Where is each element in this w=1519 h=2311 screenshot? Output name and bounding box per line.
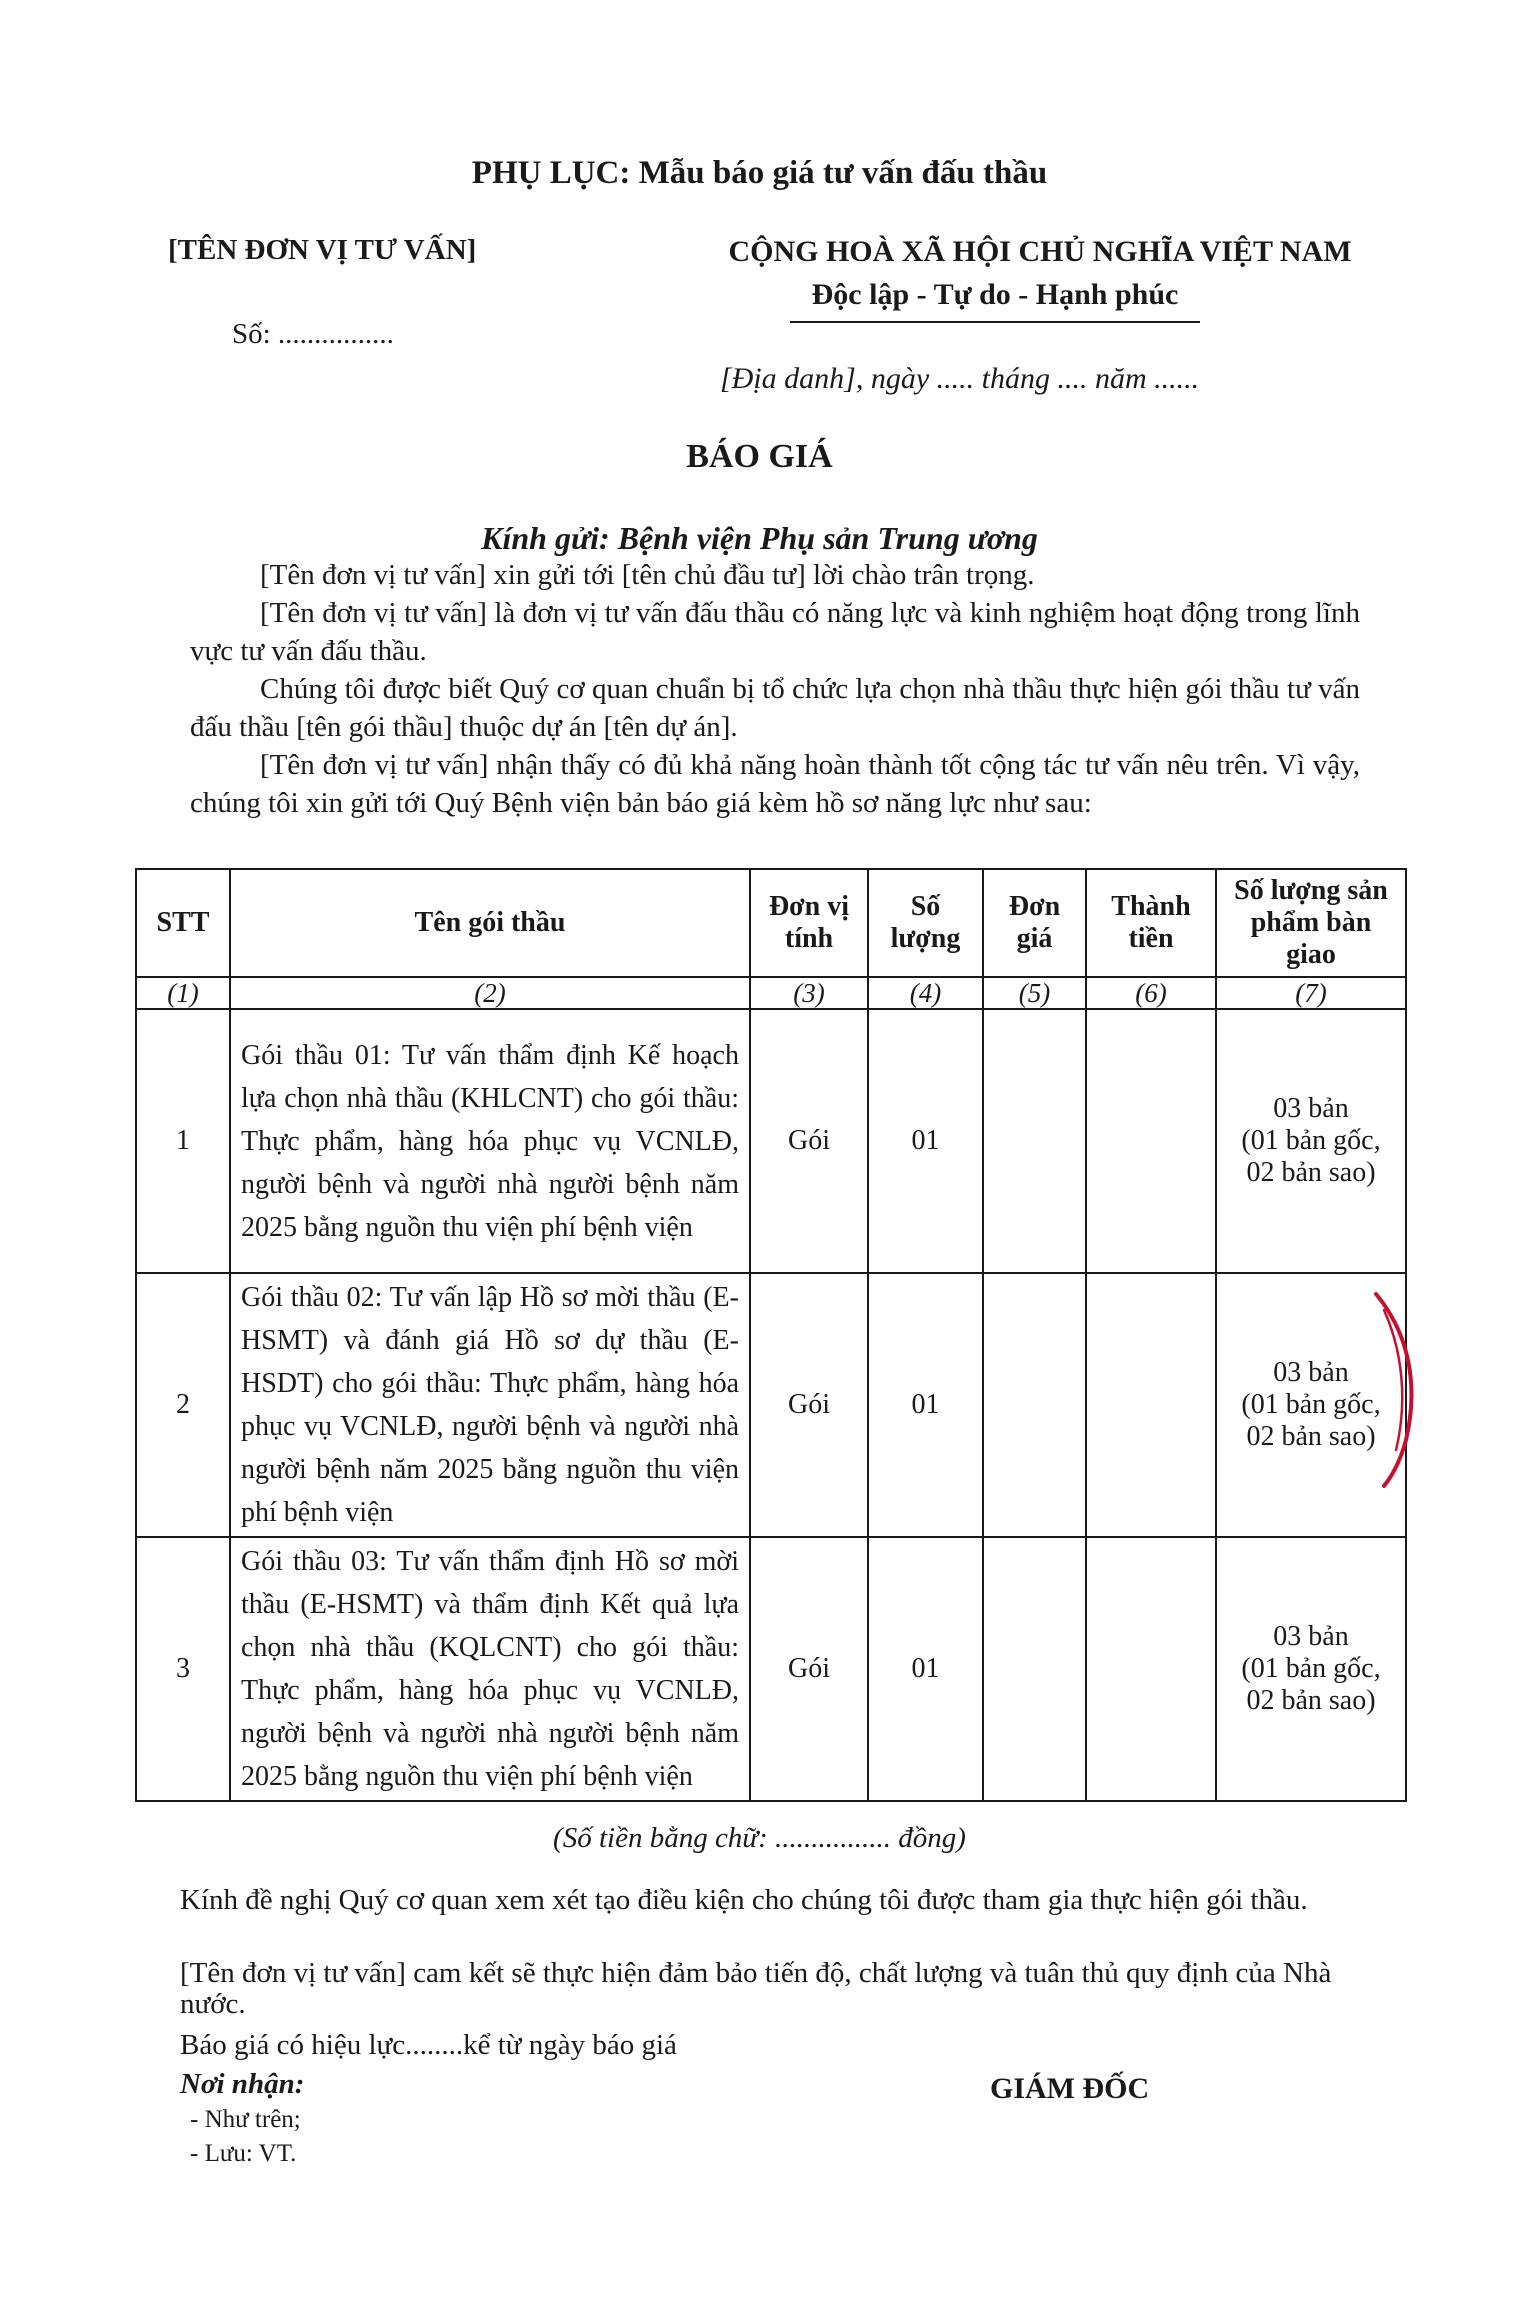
header-stt: STT bbox=[136, 869, 230, 977]
table-row bbox=[136, 1273, 1406, 1537]
cell-total bbox=[1086, 1273, 1216, 1537]
paragraph-text: [Tên đơn vị tư vấn] là đơn vị tư vấn đấu thầu có năng lực và kinh nghiệm hoạt động trong lĩnh vực tư vấn đấu thầu. bbox=[190, 597, 1360, 667]
cell-quantity: 01 bbox=[868, 1273, 983, 1537]
cell-quantity: 01 bbox=[868, 1537, 983, 1801]
cell-package-name: Gói thầu 03: Tư vấn thẩm định Hồ sơ mời thầu (E-HSMT) và thẩm định Kết quả lựa chọn nhà thầu (KQLCNT) cho gói thầu: Thực phẩm, hàng hóa phục vụ VCNLĐ, người bệnh và người nhà người bệnh năm 2025 bằng nguồn thu viện phí bệnh viện bbox=[230, 1537, 750, 1801]
cell-total bbox=[1086, 1537, 1216, 1801]
deliverable-copies: 02 bản sao) bbox=[1246, 1157, 1376, 1188]
index-cell: (4) bbox=[868, 977, 983, 1009]
deliverable-original: (01 bản gốc, bbox=[1241, 1389, 1381, 1420]
header-unit: Đơn vị tính bbox=[750, 869, 868, 977]
cell-deliverables bbox=[1216, 1537, 1406, 1801]
signature-title: GIÁM ĐỐC bbox=[990, 2072, 1150, 2105]
cell-stt: 1 bbox=[136, 1009, 230, 1273]
cell-unit-price bbox=[983, 1537, 1086, 1801]
consultant-name: [TÊN ĐƠN VỊ TƯ VẤN] bbox=[168, 234, 477, 266]
cell-unit: Gói bbox=[750, 1273, 868, 1537]
cell-stt: 2 bbox=[136, 1273, 230, 1537]
header-unit-price: Đơn giá bbox=[983, 869, 1086, 977]
paragraph-context bbox=[190, 670, 1360, 746]
table-row bbox=[136, 1537, 1406, 1801]
paragraph-text: [Tên đơn vị tư vấn] nhận thấy có đủ khả năng hoàn thành tốt cộng tác tư vấn nêu trên. Vì vậy, chúng tôi xin gửi tới Quý Bệnh viện bản báo giá kèm hồ sơ năng lực như sau: bbox=[190, 749, 1360, 819]
recipients-label: Nơi nhận: bbox=[180, 2068, 305, 2100]
cell-deliverables bbox=[1216, 1009, 1406, 1273]
paragraph-text: Chúng tôi được biết Quý cơ quan chuẩn bị tổ chức lựa chọn nhà thầu thực hiện gói thầu tư vấn đấu thầu [tên gói thầu] thuộc dự án [tên dự án]. bbox=[190, 673, 1360, 743]
index-cell: (1) bbox=[136, 977, 230, 1009]
header-package-name: Tên gói thầu bbox=[230, 869, 750, 977]
cell-package-name: Gói thầu 01: Tư vấn thẩm định Kế hoạch lựa chọn nhà thầu (KHLCNT) cho gói thầu: Thực phẩm, hàng hóa phục vụ VCNLĐ, người bệnh và người nhà người bệnh năm 2025 bằng nguồn thu viện phí bệnh viện bbox=[230, 1009, 750, 1273]
document-title: BÁO GIÁ bbox=[686, 438, 833, 475]
paragraph-capability bbox=[190, 594, 1360, 670]
index-cell: (2) bbox=[230, 977, 750, 1009]
cell-unit: Gói bbox=[750, 1537, 868, 1801]
motto-underline bbox=[790, 321, 1200, 323]
recipient-item: - Lưu: VT. bbox=[190, 2140, 297, 2167]
table-header-row bbox=[136, 869, 1406, 977]
deliverable-copies: 02 bản sao) bbox=[1246, 1421, 1376, 1452]
deliverable-copies: 02 bản sao) bbox=[1246, 1685, 1376, 1716]
deliverable-count: 03 bản bbox=[1273, 1621, 1349, 1652]
paragraph-text: [Tên đơn vị tư vấn] xin gửi tới [tên chủ đầu tư] lời chào trân trọng. bbox=[260, 559, 1035, 591]
cell-total bbox=[1086, 1009, 1216, 1273]
table-index-row bbox=[136, 977, 1406, 1009]
paragraph-offer bbox=[190, 746, 1360, 822]
document-number: Số: ................ bbox=[232, 318, 394, 350]
appendix-title: PHỤ LỤC: Mẫu báo giá tư vấn đấu thầu bbox=[471, 155, 1048, 191]
quotation-table bbox=[135, 868, 1407, 1802]
index-cell: (7) bbox=[1216, 977, 1406, 1009]
recipient-item: - Như trên; bbox=[190, 2106, 301, 2133]
deliverable-original: (01 bản gốc, bbox=[1241, 1653, 1381, 1684]
recipient-line: Kính gửi: Bệnh viện Phụ sản Trung ương bbox=[481, 520, 1038, 556]
amount-in-words: (Số tiền bằng chữ: ................ đồng) bbox=[553, 1822, 966, 1854]
closing-validity: Báo giá có hiệu lực........kể từ ngày báo giá bbox=[180, 2029, 677, 2061]
closing-request: Kính đề nghị Quý cơ quan xem xét tạo điều kiện cho chúng tôi được tham gia thực hiện gói thầu. bbox=[180, 1884, 1308, 1916]
cell-unit-price bbox=[983, 1273, 1086, 1537]
red-pen-mark-icon bbox=[1370, 1290, 1426, 1490]
index-cell: (6) bbox=[1086, 977, 1216, 1009]
cell-unit: Gói bbox=[750, 1009, 868, 1273]
cell-quantity: 01 bbox=[868, 1009, 983, 1273]
cell-package-name: Gói thầu 02: Tư vấn lập Hồ sơ mời thầu (E-HSMT) và đánh giá Hồ sơ dự thầu (E-HSDT) cho gói thầu: Thực phẩm, hàng hóa phục vụ VCNLĐ, người bệnh và người nhà người bệnh năm 2025 bằng nguồn thu viện phí bệnh viện bbox=[230, 1273, 750, 1537]
deliverable-original: (01 bản gốc, bbox=[1241, 1125, 1381, 1156]
deliverable-count: 03 bản bbox=[1273, 1357, 1349, 1388]
paragraph-greeting bbox=[190, 556, 1360, 594]
closing-commitment: [Tên đơn vị tư vấn] cam kết sẽ thực hiện đảm bảo tiến độ, chất lượng và tuân thủ quy định của Nhà nước. bbox=[180, 1957, 1332, 2020]
national-motto: Độc lập - Tự do - Hạnh phúc bbox=[811, 278, 1179, 311]
header-total: Thành tiền bbox=[1086, 869, 1216, 977]
index-cell: (3) bbox=[750, 977, 868, 1009]
national-heading: CỘNG HOÀ XÃ HỘI CHỦ NGHĨA VIỆT NAM bbox=[728, 235, 1352, 268]
place-date: [Địa danh], ngày ..... tháng .... năm ...... bbox=[720, 362, 1200, 395]
deliverable-count: 03 bản bbox=[1273, 1093, 1349, 1124]
header-deliverables: Số lượng sản phẩm bàn giao bbox=[1216, 869, 1406, 977]
cell-stt: 3 bbox=[136, 1537, 230, 1801]
cell-unit-price bbox=[983, 1009, 1086, 1273]
header-quantity: Số lượng bbox=[868, 869, 983, 977]
index-cell: (5) bbox=[983, 977, 1086, 1009]
table-row bbox=[136, 1009, 1406, 1273]
